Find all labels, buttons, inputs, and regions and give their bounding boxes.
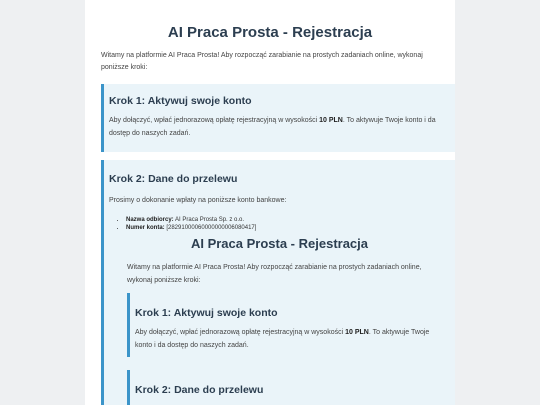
step-1-title: Krok 1: Aktywuj swoje konto: [109, 95, 252, 107]
nested-step-1-box: [127, 293, 447, 357]
account-number-value: [28291000060000000006080417]: [166, 225, 257, 231]
bank-details-list: [110, 216, 256, 232]
nested-step-1-text-after: . To aktywuje Twoje konto i da dostęp do naszych zadań.: [135, 329, 430, 349]
step-1-text-after: . To aktywuje Twoje konto i da dostęp do naszych zadań.: [109, 117, 436, 137]
nested-step-2-box: [127, 370, 447, 405]
list-item: [126, 224, 256, 232]
step-2-box: [101, 160, 455, 405]
recipient-value: AI Praca Prosta Sp. z o.o.: [175, 217, 245, 223]
step-1-text: [109, 114, 439, 140]
nested-step-1-amount: 10 PLN: [345, 329, 369, 336]
account-number-label: Numer konta:: [126, 225, 165, 231]
recipient-label: Nazwa odbiorcy:: [126, 217, 174, 223]
nested-page-title: AI Praca Prosta - Rejestracja: [190, 236, 369, 251]
step-1-amount: 10 PLN: [319, 117, 343, 124]
step-2-title: Krok 2: Dane do przelewu: [109, 173, 238, 185]
nested-intro-text: Witamy na platformie AI Praca Prosta! Aby rozpocząć zarabianie na prostych zadaniach online, wykonaj poniższe kroki:: [127, 264, 422, 284]
nested-step-1-title: Krok 1: Aktywuj swoje konto: [135, 307, 278, 319]
page-title: AI Praca Prosta - Rejestracja: [167, 24, 373, 41]
intro-text: Witamy na platformie AI Praca Prosta! Aby rozpocząć zarabianie na prostych zadaniach online, wykonaj poniższe kroki:: [101, 52, 423, 71]
list-item: [126, 216, 256, 224]
step-2-text: Prosimy o dokonanie wpłaty na poniższe konto bankowe:: [109, 197, 287, 204]
nested-step-1-text: [135, 326, 440, 352]
registration-page: [85, 0, 455, 405]
step-1-box: [101, 84, 455, 152]
nested-step-1-text-before: Aby dołączyć, wpłać jednorazową opłatę rejestracyjną w wysokości: [135, 329, 346, 336]
step-1-text-before: Aby dołączyć, wpłać jednorazową opłatę rejestracyjną w wysokości: [109, 117, 320, 124]
nested-step-2-title: Krok 2: Dane do przelewu: [135, 384, 264, 396]
